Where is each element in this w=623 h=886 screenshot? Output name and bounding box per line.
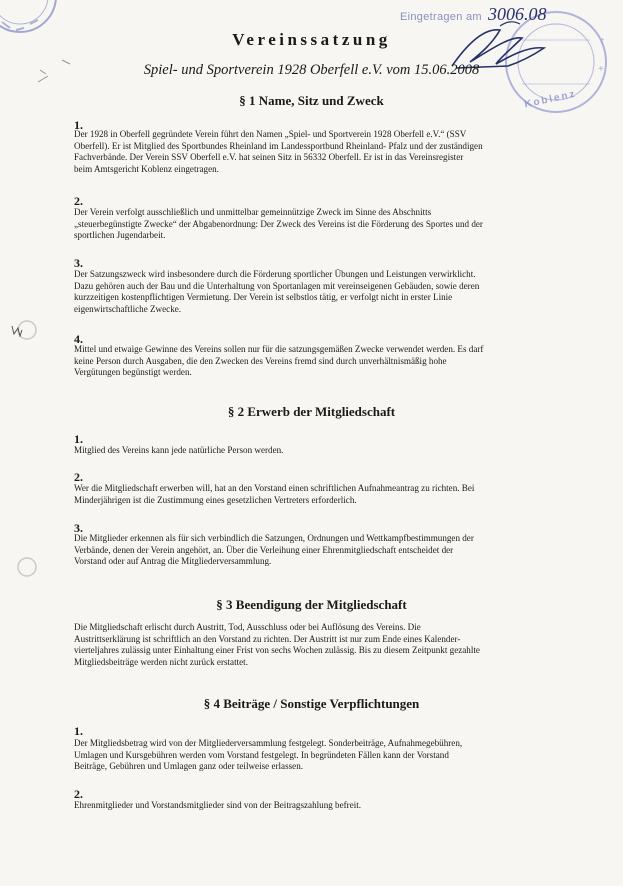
section-heading: § 1 Name, Sitz und Zweck [239, 93, 384, 108]
punch-hole [18, 321, 36, 339]
text-line: Austrittserklärung ist schriftlich an den Vorstand zu richten. Der Austritt ist nur zum Ende eines Kalender- [74, 633, 461, 644]
text-line: kurzzeitigen kostenpflichtigen Vermietung. Der Verein ist selbstlos tätig, er verfolgt nicht in erster Linie [74, 292, 453, 303]
text-line: Die Mitglieder erkennen als für sich verbindlich die Satzungen, Ordnungen und Wettkampfbestimmungen der [74, 533, 474, 543]
text-line: Mittel und etwaige Gewinne des Vereins sollen nur für die satzungsgemäßen Zwecke verwendet werden. Es darf [74, 344, 484, 354]
paragraph-number: 2. [74, 194, 83, 208]
text-line: Mitglied des Vereins kann jede natürliche Person werden. [74, 445, 284, 455]
text-line: Der Verein verfolgt ausschließlich und unmittelbar gemeinnützige Zweck im Sinne des Abschnitts [74, 207, 432, 217]
section-heading: § 3 Beendigung der Mitgliedschaft [216, 597, 407, 612]
seal-text: Koblenz [523, 88, 578, 111]
paragraph-text [74, 622, 552, 668]
paragraph-text [74, 483, 552, 506]
text-line: Vorstand oder auf Antrag die Mitgliederversammlung. [74, 556, 272, 567]
text-line: Der 1928 in Oberfell gegründete Verein führt den Namen „Spiel- und Sportverein 1928 Oberfell e.V.“ (SSV [74, 129, 467, 139]
svg-text:+: + [598, 64, 604, 75]
received-label: Eingetragen am [400, 11, 482, 23]
text-line: Beiträge, Gebühren und Umlagen ganz oder teilweise erlassen. [74, 761, 304, 772]
text-line: Umlagen und Kursgebühren werden vom Vorstand festgelegt. In begründeten Fällen kann der Vorstand [74, 749, 449, 760]
text-line: Die Mitgliedschaft erlischt durch Austritt, Tod, Ausschluss oder bei Auflösung des Vereins. Die [74, 622, 421, 632]
text-line: Ehrenmitglieder und Vorstandsmitglieder sind von der Beitragszahlung befreit. [74, 800, 362, 810]
text-line: keine Person durch Ausgaben, die den Zwecken des Vereins fremd sind durch unverhältnismäßig hohe [74, 355, 447, 366]
text-line: sportlichen Jugendarbeit. [74, 230, 166, 241]
text-line: Der Satzungszweck wird insbesondere durch die Förderung sportlicher Übungen und Leistungen verwirklicht. [74, 269, 476, 279]
paragraph-text [74, 344, 552, 379]
section-heading: § 4 Beiträge / Sonstige Verpflichtungen [203, 696, 420, 711]
paragraph-number: 3. [74, 256, 83, 270]
text-line: Dazu gehören auch der Bau und die Unterhaltung von Sportanlagen mit vereinseigenen Gebäuden, sowie deren [74, 280, 480, 291]
paragraph-number: 3. [74, 521, 83, 535]
text-line: „steuerbegünstigte Zwecke“ der Abgabenordnung: Der Zweck des Vereins ist die Förderung des Sportes und der [74, 218, 483, 229]
paragraph-text [74, 269, 552, 315]
paragraph-number: 1. [74, 118, 83, 132]
text-line: Fachverbände. Der Verein SSV Oberfell e.V. hat seinen Sitz in 56332 Oberfell. Er ist in das Vereinsregister [74, 152, 464, 163]
text-line: Minderjährigen ist die Zustimmung eines gesetzlichen Vertreters erforderlich. [74, 494, 357, 505]
partial-stamp-top-left [0, 0, 56, 32]
document-title: Vereinssatzung [232, 30, 391, 49]
text-line: Mitgliedsbeiträge werden nicht zurück erstattet. [74, 656, 248, 667]
paragraph-text [74, 738, 552, 773]
paragraph-text [74, 445, 552, 457]
paragraph-text [74, 533, 552, 568]
paragraph-number: 2. [74, 470, 83, 484]
document-subtitle: Spiel- und Sportverein 1928 Oberfell e.V. vom 15.06.2008 [143, 62, 480, 78]
paragraph-number: 4. [74, 332, 83, 346]
received-date: 3006.08 [488, 4, 547, 24]
text-line: Verbände, denen der Verein angehört, an. Über die Verleihung einer Ehrenmitgliedschaft entscheidet der [74, 544, 454, 555]
section-heading: § 2 Erwerb der Mitgliedschaft [227, 404, 396, 419]
paragraph-text [74, 800, 552, 812]
text-line: Vergütungen begünstigt werden. [74, 367, 192, 378]
svg-text:†: † [600, 37, 605, 46]
text-line: Wer die Mitgliedschaft erwerben will, hat an den Vorstand einen schriftlichen Aufnahmeantrag zu richten. Bei [74, 483, 475, 493]
paragraph-text [74, 129, 552, 175]
hand-mark [12, 326, 22, 336]
text-line: Oberfell). Er ist Mitglied des Sportbundes Rheinland im Landessportbund Rheinland- Pfalz und der zuständigen [74, 140, 483, 151]
text-line: eigenwirtschaftliche Zwecke. [74, 303, 182, 314]
text-line: vierteljahres zulässig unter Einhaltung einer Frist von sechs Wochen zulässig. Bis zu diesem Zeitpunkt gezahlte [74, 645, 480, 656]
text-line: beim Amtsgericht Koblenz eingetragen. [74, 163, 219, 174]
paragraph-text [74, 207, 552, 242]
paragraph-number: 1. [74, 724, 83, 738]
text-line: Der Mitgliedsbetrag wird von der Mitgliederversammlung festgelegt. Sonderbeiträge, Aufnahmegebühren, [74, 738, 463, 748]
paragraph-number: 1. [74, 432, 83, 446]
paragraph-number: 2. [74, 787, 83, 801]
punch-hole [18, 558, 36, 576]
